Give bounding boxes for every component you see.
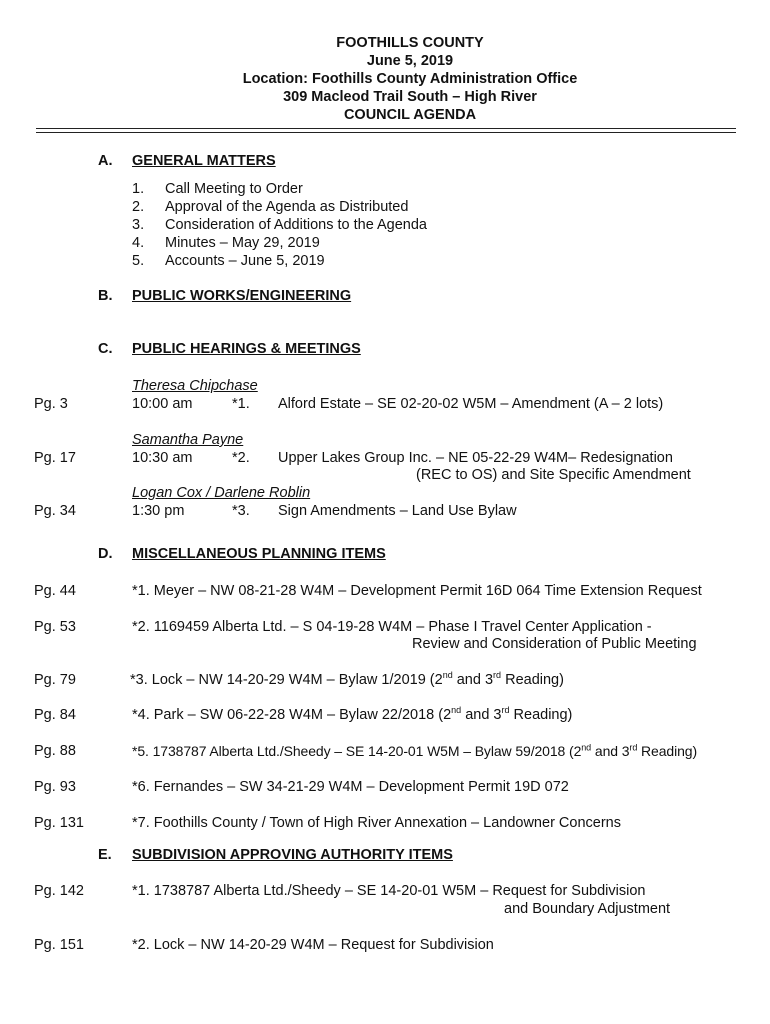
item-text-end: Reading) — [509, 707, 573, 723]
document-title: COUNCIL AGENDA — [343, 107, 477, 123]
item-text-end: Reading) — [501, 672, 564, 688]
item-text — [130, 671, 564, 689]
county-name: FOOTHILLS COUNTY — [336, 35, 484, 51]
meeting-location: Location: Foothills County Administration Office — [242, 71, 578, 87]
item-text-mid: and 3 — [461, 707, 502, 723]
item-number: *1. — [232, 396, 250, 412]
meeting-address: 309 Macleod Trail South – High River — [283, 89, 537, 105]
page-reference: Pg. 142 — [34, 883, 84, 899]
item-text: *7. Foothills County / Town of High River Annexation – Landowner Concerns — [132, 815, 621, 831]
page-reference: Pg. 131 — [34, 815, 84, 831]
section-b-title: PUBLIC WORKS/ENGINEERING — [132, 288, 352, 304]
ordinal-suffix: nd — [451, 705, 462, 716]
item-text: Accounts – June 5, 2019 — [165, 253, 325, 269]
item-text: *6. Fernandes – SW 34-21-29 W4M – Development Permit 19D 072 — [132, 779, 569, 795]
ordinal-suffix: nd — [442, 670, 453, 681]
header-divider-bottom — [36, 132, 736, 133]
page-reference: Pg. 84 — [34, 707, 76, 723]
document-header — [0, 34, 770, 124]
presenter-name: Theresa Chipchase — [132, 378, 258, 394]
item-text: Upper Lakes Group Inc. – NE 05-22-29 W4M– Redesignation — [278, 450, 673, 466]
section-d-letter: D. — [98, 546, 113, 562]
item-text: *2. Lock – NW 14-20-29 W4M – Request for Subdivision — [132, 937, 494, 953]
page-reference: Pg. 88 — [34, 743, 76, 759]
page-reference: Pg. 93 — [34, 779, 76, 795]
presenter-name: Logan Cox / Darlene Roblin — [132, 485, 311, 501]
page-reference: Pg. 3 — [34, 396, 68, 412]
item-text — [132, 706, 572, 724]
ordinal-suffix: rd — [493, 670, 502, 681]
section-c-letter: C. — [98, 341, 113, 357]
presenter-name: Samantha Payne — [132, 432, 244, 448]
page-reference: Pg. 34 — [34, 503, 76, 519]
hearing-time: 1:30 pm — [132, 503, 185, 519]
header-divider-top — [36, 128, 736, 129]
item-text-mid: and 3 — [591, 743, 630, 759]
page-reference: Pg. 151 — [34, 937, 84, 953]
page-reference: Pg. 53 — [34, 619, 76, 635]
item-text — [132, 742, 697, 760]
item-text: Approval of the Agenda as Distributed — [165, 199, 409, 215]
section-d-title: MISCELLANEOUS PLANNING ITEMS — [132, 546, 386, 562]
section-e-title: SUBDIVISION APPROVING AUTHORITY ITEMS — [132, 847, 453, 863]
hearing-time: 10:30 am — [132, 450, 193, 466]
section-a-letter: A. — [98, 153, 113, 169]
page-reference: Pg. 17 — [34, 450, 76, 466]
ordinal-suffix: nd — [581, 742, 592, 753]
item-text: Sign Amendments – Land Use Bylaw — [278, 503, 517, 519]
section-e-letter: E. — [98, 847, 112, 863]
ordinal-suffix: rd — [629, 742, 638, 753]
section-c-title: PUBLIC HEARINGS & MEETINGS — [132, 341, 361, 357]
hearing-time: 10:00 am — [132, 396, 193, 412]
item-text-continued: and Boundary Adjustment — [504, 901, 671, 917]
item-text-end: Reading) — [637, 743, 698, 759]
section-b-letter: B. — [98, 288, 113, 304]
item-number: 4. — [132, 235, 145, 251]
item-number: 5. — [132, 253, 145, 269]
item-text-mid: and 3 — [452, 672, 494, 688]
item-text: *1. Meyer – NW 08-21-28 W4M – Development Permit 16D 064 Time Extension Request — [132, 583, 702, 599]
item-text: Call Meeting to Order — [165, 181, 303, 197]
item-text: *1. 1738787 Alberta Ltd./Sheedy – SE 14-20-01 W5M – Request for Subdivision — [132, 883, 646, 899]
item-text-main: *4. Park – SW 06-22-28 W4M – Bylaw 22/2018 (2 — [132, 707, 452, 723]
page-reference: Pg. 79 — [34, 672, 76, 688]
meeting-date: June 5, 2019 — [366, 53, 454, 69]
item-text: *2. 1169459 Alberta Ltd. – S 04-19-28 W4M – Phase I Travel Center Application - — [132, 619, 652, 635]
item-text: Minutes – May 29, 2019 — [165, 235, 320, 251]
item-number: 1. — [132, 181, 145, 197]
item-text-continued: Review and Consideration of Public Meeting — [412, 636, 697, 652]
section-a-title: GENERAL MATTERS — [132, 153, 276, 169]
item-number: 2. — [132, 199, 145, 215]
item-text: Alford Estate – SE 02-20-02 W5M – Amendment (A – 2 lots) — [278, 396, 664, 412]
item-text-main: *5. 1738787 Alberta Ltd./Sheedy – SE 14-20-01 W5M – Bylaw 59/2018 (2 — [132, 743, 582, 759]
item-text-continued: (REC to OS) and Site Specific Amendment — [416, 467, 691, 483]
ordinal-suffix: rd — [501, 705, 510, 716]
item-number: *2. — [232, 450, 250, 466]
page-reference: Pg. 44 — [34, 583, 76, 599]
item-number: *3. — [232, 503, 250, 519]
item-text: Consideration of Additions to the Agenda — [165, 217, 427, 233]
item-text-main: *3. Lock – NW 14-20-29 W4M – Bylaw 1/2019 (2 — [130, 672, 443, 688]
item-number: 3. — [132, 217, 145, 233]
